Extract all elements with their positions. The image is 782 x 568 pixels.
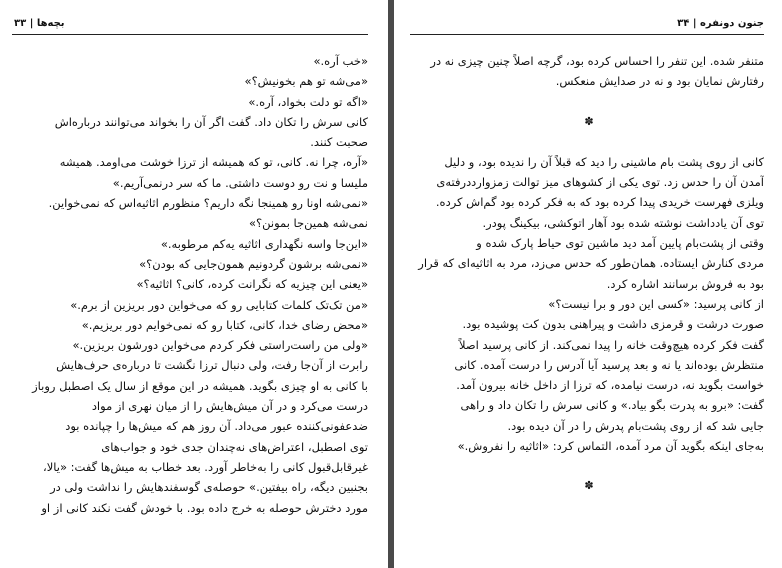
text-line: آمدن آن را حدس زد. توی یکی از کشوهای میز توالت زمزوارددرفته‌ی [436,175,764,190]
text-line: غیرقابل‌قبول کانی را به‌خاطر آورد. بعد خطاب به میش‌ها گفت: «یالا، [43,459,368,474]
text-line: صحبت کنند. [310,135,368,150]
text-line: با کانی به او چیزی بگوید. همیشه در این موقع از سال یک اصطبل روباز [32,378,368,393]
section-break-ornament: ✽ [584,479,594,493]
text-line: «ولی من راست‌راستی فکر کردم می‌خواین دورشون بریزین.» [72,338,368,353]
left-page [0,0,388,568]
text-line: کانی سرش را تکان داد. گفت اگر آن را بخواند می‌توانند درباره‌اش [54,114,368,129]
text-line: کانی از روی پشت بام ماشینی را دید که قبلاً آن را ندیده بود، و دلیل [444,154,764,169]
page-header [0,18,388,34]
text-line: توی اصطبل، اعتراض‌های نه‌چندان جدی خود و جواب‌های [101,439,368,454]
text-line: منتظرش بوده‌اند یا نه و بعد پرسید آیا آدرس را درست آمده. کانی [454,357,764,372]
text-line: درست می‌کرد و در آن میش‌هایش را از میان نهری از مواد [91,399,368,414]
text-line: «اگه تو دلت بخواد، آره.» [248,94,368,109]
text-line: ملیسا و نت رو دوست داشتی. ما که سر درنمی‌آریم.» [112,175,368,190]
section-gap [414,456,764,476]
text-line: نمی‌شه همین‌جا بمونن؟» [249,216,368,231]
text-line: وقتی از پشت‌بام پایین آمد دید ماشین توی حیاط پارک شده و [476,236,764,251]
text-line: گفت فکر کرده هیچ‌وقت خانه را پیدا نمی‌کند. از کانی پرسید اصلاً [459,337,764,352]
text-line: متنفر شده. این تنفر را احساس کرده بود، گرچه اصلاً چنین چیزی نه در [430,54,764,68]
text-line: بود به فروش برسانند اشاره کرد. [606,276,764,291]
text-line: مردی کنارش ایستاده. همان‌طور که حدس می‌زد، مرد به اثاثیه‌ای که قرار [418,256,764,271]
text-line: «محض رضای خدا، کانی، کتابا رو که نمی‌خوایم دور بریزیم.» [81,317,368,332]
text-line: «من تک‌تک کلمات کتابایی رو که می‌خواین دور بریزین از برم.» [70,297,368,312]
text-line: صورت درشت و قرمزی داشت و پیراهنی بدون کت پوشیده بود. [462,317,764,332]
text-line: به‌جای اینکه بگوید آن مرد آمده، التماس کرد: «اثاثیه را نفروش.» [457,439,764,454]
text-line: «نمی‌شه برشون گردونیم همون‌جایی که بودن؟» [139,256,368,271]
text-line: توی آن یادداشت نوشته شده بود آهار اتوکشی، بیکینگ پودر. [482,215,764,230]
header-rule [12,34,368,35]
page-header [394,18,782,34]
text-block [414,51,764,92]
text-block [414,152,764,456]
text-line: ضدعفونی‌کننده عبور می‌داد. آن روز هم که میش‌ها را چپانده بود [65,419,368,434]
text-line: خواست بگوید نه، درست نیامده، که ترزا از داخل خانه بیرون آمد. [456,378,764,393]
header-rule [410,34,764,35]
text-line: گفت: «برو به پدرت بگو بیاد.» و کانی سرش را تکان داد و راهی [460,398,764,413]
text-line: از کانی پرسید: «کسی این دور و برا نیست؟» [548,296,764,311]
text-line: ویلزی فهرست خریدی پیدا کرده بود که به فکر کرده بود گم‌اش کرده. [435,195,764,210]
text-line: «این‌جا واسه نگهداری اثاثیه یه‌کم مرطوبه.» [160,236,368,251]
body-text [14,51,368,518]
text-line: «نمی‌شه اونا رو همینجا نگه داریم؟ منظورم اثاثیه‌اس که نمی‌خواین. [48,196,368,211]
text-line: جایی شد که از روی پشت‌بام پدرش را در آن دیده بود. [507,418,764,433]
section-gap [414,132,764,152]
text-line: «می‌شه تو هم بخونیش؟» [244,74,368,89]
body-text [414,51,764,497]
text-line: رفتارش نمایان بود و نه در صدایش منعکس. [555,74,764,89]
text-line: «آره، چرا نه. کانی، تو که همیشه از ترزا خوشت می‌اومد. همیشه [59,155,368,170]
section-gap [414,92,764,112]
section-break-ornament: ✽ [584,114,594,128]
text-line: «خب آره.» [313,54,368,68]
text-line: «یعنی این چیزیه که نگرانت کرده، کانی؟ اثاثیه؟» [136,277,368,292]
text-line: مورد دخترش حوصله به خرج داده بود. با خودش گفت نکند کانی از او [41,500,368,515]
text-line: بجنبین دیگه، راه بیفتین.» حوصله‌ی گوسفندهایش را نداشت ولی در [50,480,368,495]
running-header: ۳۴ | جنون دونفره [677,18,764,29]
right-page [394,0,782,568]
text-line: رابرت از آن‌جا رفت، ولی دنبال ترزا نگشت تا درباره‌ی حرف‌هایش [56,358,368,373]
running-header: بچه‌ها | ۳۳ [14,18,65,29]
